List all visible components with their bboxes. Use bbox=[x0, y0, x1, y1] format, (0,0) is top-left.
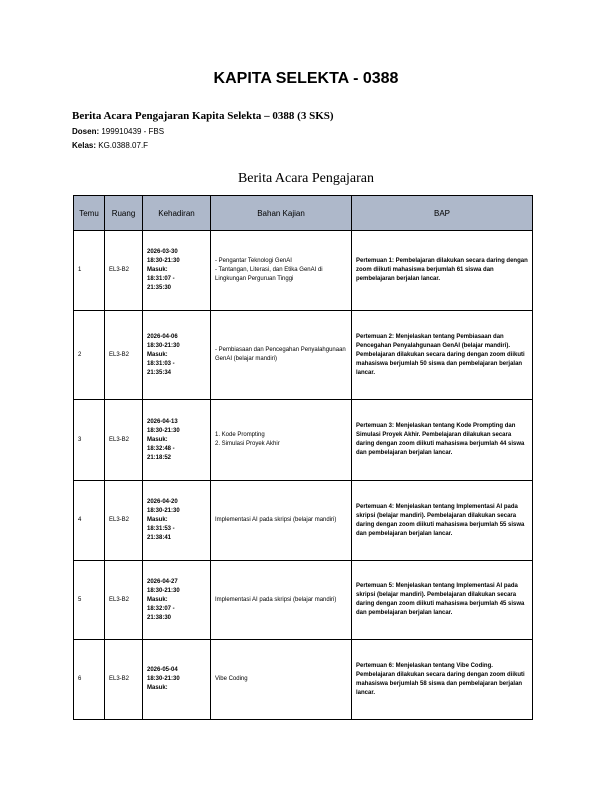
dosen-line bbox=[72, 127, 164, 136]
cell-bahan-kajian bbox=[211, 311, 352, 400]
column-header-bap: BAP bbox=[352, 196, 533, 231]
kehadiran-line: 21:35:30 bbox=[147, 285, 172, 291]
cell-ruang: EL3-B2 bbox=[105, 231, 143, 311]
cell-ruang: EL3-B2 bbox=[105, 400, 143, 481]
kehadiran-line: 18:32:07 - bbox=[147, 605, 175, 612]
kehadiran-line: Masuk: bbox=[147, 436, 168, 443]
cell-bap: Pertemuan 5: Menjelaskan tentang Implementasi AI pada skripsi (belajar mandiri). Pembelajaran dilakukan secara daring dengan zoom diikuti mahasiswa berjumlah 45 siswa dan pembelajaran berjalan lancar. bbox=[352, 561, 533, 640]
column-header-kehadiran: Kehadiran bbox=[143, 196, 211, 231]
kehadiran-line: Masuk: bbox=[147, 351, 168, 358]
kehadiran-line: 21:38:41 bbox=[147, 535, 172, 541]
kehadiran-line: 2026-04-06 bbox=[147, 333, 178, 340]
cell-bahan-kajian bbox=[211, 231, 352, 311]
kelas-value: KG.0388.07.F bbox=[98, 141, 149, 150]
cell-temu: 4 bbox=[74, 481, 105, 561]
bahan-kajian-line: Implementasi AI pada skripsi (belajar mandiri) bbox=[215, 517, 337, 523]
table-row bbox=[74, 400, 533, 481]
cell-bahan-kajian bbox=[211, 640, 352, 720]
cell-bap: Pertemuan 4: Menjelaskan tentang Implementasi AI pada skripsi (belajar mandiri). Pembelajaran dilakukan secara daring dengan zoom diikuti mahasiswa berjumlah 55 siswa dan pembelajaran berjalan lancar. bbox=[352, 481, 533, 561]
kehadiran-line: 18:30-21:30 bbox=[147, 342, 180, 349]
kehadiran-line: Masuk: bbox=[147, 596, 168, 603]
table-row bbox=[74, 640, 533, 720]
cell-kehadiran bbox=[143, 311, 211, 400]
kehadiran-line: 21:18:52 bbox=[147, 454, 172, 461]
kehadiran-line: 18:30-21:30 bbox=[147, 508, 180, 514]
column-header-temu: Temu bbox=[74, 196, 105, 231]
kehadiran-line: 18:31:53 - bbox=[147, 526, 175, 532]
section-heading: Berita Acara Pengajaran bbox=[237, 171, 375, 186]
cell-temu: 5 bbox=[74, 561, 105, 640]
kehadiran-line: 18:31:07 - bbox=[147, 276, 175, 282]
bahan-kajian-line: - Pembiasaan dan Pencegahan Penyalahgunaan GenAI (belajar mandiri) bbox=[215, 347, 346, 362]
column-header-bahan-kajian: Bahan Kajian bbox=[211, 196, 352, 231]
kehadiran-line: 2026-05-04 bbox=[147, 667, 178, 673]
cell-temu: 2 bbox=[74, 311, 105, 400]
cell-temu: 6 bbox=[74, 640, 105, 720]
cell-bap: Pertemuan 1: Pembelajaran dilakukan secara daring dengan zoom diikuti mahasiswa berjumlah 61 siswa dan pembelajaran berjalan lancar. bbox=[352, 231, 533, 311]
kehadiran-line: 18:32:48 - bbox=[147, 445, 175, 452]
bahan-kajian-line: Vibe Coding bbox=[215, 676, 248, 682]
cell-ruang: EL3-B2 bbox=[105, 640, 143, 720]
kehadiran-line: Masuk: bbox=[147, 267, 168, 273]
bahan-kajian-line: Implementasi AI pada skripsi (belajar mandiri) bbox=[215, 596, 337, 603]
cell-temu: 1 bbox=[74, 231, 105, 311]
kelas-line bbox=[72, 141, 148, 150]
bap-table bbox=[73, 195, 533, 720]
table-row bbox=[74, 561, 533, 640]
cell-ruang: EL3-B2 bbox=[105, 561, 143, 640]
cell-bahan-kajian bbox=[211, 481, 352, 561]
dosen-label: Dosen: bbox=[72, 127, 100, 136]
cell-kehadiran bbox=[143, 640, 211, 720]
table-header-row bbox=[74, 196, 533, 231]
cell-bahan-kajian bbox=[211, 561, 352, 640]
bahan-kajian-line: 1. Kode Prompting bbox=[215, 432, 265, 438]
table-row bbox=[74, 231, 533, 311]
kehadiran-line: 18:31:03 - bbox=[147, 360, 175, 367]
cell-kehadiran bbox=[143, 481, 211, 561]
table-row bbox=[74, 481, 533, 561]
kehadiran-line: 18:30-21:30 bbox=[147, 258, 180, 264]
cell-bap: Pertemuan 6: Menjelaskan tentang Vibe Coding. Pembelajaran dilakukan secara daring dengan zoom diikuti mahasiswa berjumlah 58 siswa dan pembelajaran berjalan lancar. bbox=[352, 640, 533, 720]
bahan-kajian-line: 2. Simulasi Proyek Akhir bbox=[215, 441, 280, 447]
kehadiran-line: 21:38:30 bbox=[147, 614, 172, 621]
kehadiran-line: 18:30-21:30 bbox=[147, 427, 180, 434]
kehadiran-line: 21:35:34 bbox=[147, 369, 172, 376]
table-row bbox=[74, 311, 533, 400]
kehadiran-line: Masuk: bbox=[147, 517, 168, 523]
cell-bap: Pertemuan 3: Menjelaskan tentang Kode Prompting dan Simulasi Proyek Akhir. Pembelajaran dilakukan secara daring dengan zoom diikuti mahasiswa berjumlah 44 siswa dan pembelajaran berjalan lancar. bbox=[352, 400, 533, 481]
kehadiran-line: 2026-04-27 bbox=[147, 578, 178, 585]
kelas-label: Kelas: bbox=[72, 141, 97, 150]
table-body bbox=[74, 231, 533, 720]
cell-bap: Pertemuan 2: Menjelaskan tentang Pembiasaan dan Pencegahan Penyalahgunaan GenAI (belajar mandiri). Pembelajaran dilakukan secara daring dengan zoom diikuti mahasiswa berjumlah 50 siswa dan pembelajaran berjalan lancar. bbox=[352, 311, 533, 400]
cell-kehadiran bbox=[143, 561, 211, 640]
cell-temu: 3 bbox=[74, 400, 105, 481]
kehadiran-line: 2026-04-20 bbox=[147, 499, 178, 505]
kehadiran-line: 2026-03-30 bbox=[147, 249, 178, 255]
cell-kehadiran bbox=[143, 231, 211, 311]
column-header-ruang: Ruang bbox=[105, 196, 143, 231]
bahan-kajian-line: - Pengantar Teknologi GenAI bbox=[215, 258, 292, 264]
kehadiran-line: Masuk: bbox=[147, 685, 168, 691]
kehadiran-line: 18:30-21:30 bbox=[147, 676, 180, 682]
dosen-value: 199910439 - FBS bbox=[101, 127, 165, 136]
course-line: Berita Acara Pengajaran Kapita Selekta – 0388 (3 SKS) bbox=[72, 110, 334, 122]
cell-bahan-kajian bbox=[211, 400, 352, 481]
cell-kehadiran bbox=[143, 400, 211, 481]
bahan-kajian-line: - Tantangan, Literasi, dan Etika GenAI di Lingkungan Perguruan Tinggi bbox=[215, 267, 323, 282]
cell-ruang: EL3-B2 bbox=[105, 311, 143, 400]
kehadiran-line: 2026-04-13 bbox=[147, 418, 178, 425]
page-title: KAPITA SELEKTA - 0388 bbox=[213, 70, 399, 87]
kehadiran-line: 18:30-21:30 bbox=[147, 587, 180, 594]
cell-ruang: EL3-B2 bbox=[105, 481, 143, 561]
